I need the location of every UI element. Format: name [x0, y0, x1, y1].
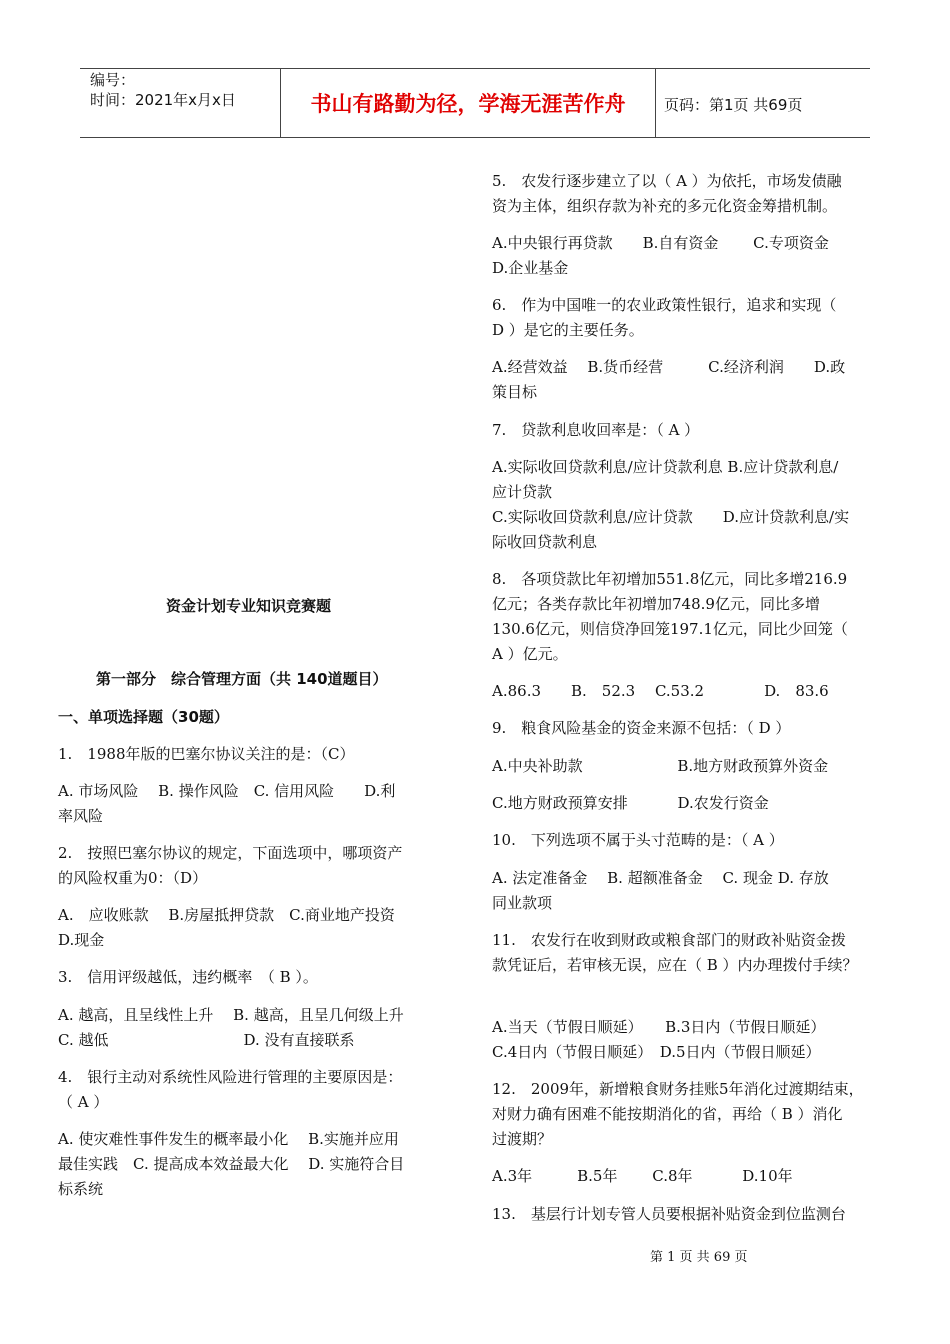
text-line: 应计贷款: [492, 483, 553, 501]
text-line: 6. 作为中国唯一的农业政策性银行，追求和实现（: [492, 296, 837, 314]
text-line: 亿元；各类存款比年初增加748.9亿元，同比多增: [492, 595, 820, 613]
page-info: 页码：第1页 共69页: [664, 96, 803, 114]
part-heading: 第一部分 综合管理方面（共 140道题目）: [96, 670, 388, 688]
text-line: 5. 农发行逐步建立了以（ A ）为依托，市场发债融: [492, 172, 842, 190]
text-line: 的风险权重为0：（D）: [58, 869, 208, 887]
page-footer: 第 1 页 共 69 页: [650, 1250, 748, 1265]
header-table: [80, 68, 870, 138]
text-line: 2. 按照巴塞尔协议的规定，下面选项中，哪项资产: [58, 844, 403, 862]
text-line: 130.6亿元，则信贷净回笼197.1亿元，同比少回笼（: [492, 620, 848, 638]
text-line: A. 法定准备金 B. 超额准备金 C. 现金 D. 存放: [492, 869, 829, 887]
text-line: （ A ）: [58, 1093, 109, 1111]
text-line: A.3年 B.5年 C.8年 D.10年: [492, 1167, 793, 1185]
text-line: A. 越高，且呈线性上升 B. 越高，且呈几何级上升: [58, 1006, 404, 1024]
text-line: 1. 1988年版的巴塞尔协议关注的是：（C）: [58, 745, 355, 763]
text-line: A. 应收账款 B.房屋抵押贷款 C.商业地产投资: [58, 906, 395, 924]
text-line: A.当天（节假日顺延） B.3日内（节假日顺延）: [492, 1018, 826, 1036]
text-line: C.实际收回贷款利息/应计贷款 D.应计贷款利息/实: [492, 508, 850, 526]
text-line: 标系统: [58, 1180, 104, 1198]
text-line: A.86.3 B. 52.3 C.53.2 D. 83.6: [492, 682, 829, 700]
text-line: A. 使灾难性事件发生的概率最小化 B.实施并应用: [58, 1130, 399, 1148]
text-line: 率风险: [58, 807, 104, 825]
text-line: 9. 粮食风险基金的资金来源不包括：（ D ）: [492, 719, 791, 737]
text-line: 最佳实践 C. 提高成本效益最大化 D. 实施符合目: [58, 1155, 405, 1173]
text-line: 3. 信用评级越低，违约概率 （ B ）。: [58, 968, 318, 986]
text-line: A.中央银行再贷款 B.自有资金 C.专项资金: [492, 234, 829, 252]
text-line: 7. 贷款利息收回率是：（ A ）: [492, 421, 700, 439]
text-line: D ）是它的主要任务。: [492, 321, 644, 339]
text-line: D.现金: [58, 931, 105, 949]
text-line: C.4日内（节假日顺延） D.5日内（节假日顺延）: [492, 1043, 821, 1061]
text-line: 款凭证后，若审核无误，应在（ B ）内办理拨付手续？: [492, 956, 858, 974]
text-line: 同业款项: [492, 894, 553, 912]
text-line: C. 越低 D. 没有直接联系: [58, 1031, 355, 1049]
text-line: 12. 2009年，新增粮食财务挂账5年消化过渡期结束，: [492, 1080, 864, 1098]
text-line: 4. 银行主动对系统性风险进行管理的主要原因是：: [58, 1068, 403, 1086]
text-line: D.企业基金: [492, 259, 569, 277]
section-heading: 一、单项选择题（30题）: [58, 708, 229, 726]
text-line: 10. 下列选项不属于头寸范畴的是：（ A ）: [492, 831, 784, 849]
motto: 书山有路勤为径，学海无涯苦作舟: [280, 69, 656, 137]
text-line: 13. 基层行计划专管人员要根据补贴资金到位监测台: [492, 1205, 846, 1223]
text-line: 过渡期？: [492, 1130, 553, 1148]
text-line: 11. 农发行在收到财政或粮食部门的财政补贴资金拨: [492, 931, 846, 949]
text-line: 对财力确有困难不能按期消化的省，再给（ B ）消化: [492, 1105, 843, 1123]
text-line: A.中央补助款 B.地方财政预算外资金: [492, 757, 829, 775]
text-line: 8. 各项贷款比年初增加551.8亿元，同比多增216.9: [492, 570, 848, 588]
document-title: 资金计划专业知识竞赛题: [166, 597, 332, 615]
text-line: C.地方财政预算安排 D.农发行资金: [492, 794, 769, 812]
header-left-cell: [80, 69, 280, 137]
number-label: 编号：: [90, 71, 136, 89]
date-label: 时间：2021年x月x日: [90, 91, 236, 109]
text-line: A. 市场风险 B. 操作风险 C. 信用风险 D.利: [58, 782, 396, 800]
text-line: A.实际收回贷款利息/应计贷款利息 B.应计贷款利息/: [492, 458, 839, 476]
text-line: A ）亿元。: [492, 645, 568, 663]
text-line: 际收回贷款利息: [492, 533, 598, 551]
text-line: A.经营效益 B.货币经营 C.经济利润 D.政: [492, 358, 846, 376]
text-line: 资为主体，组织存款为补充的多元化资金筹措机制。: [492, 197, 838, 215]
text-line: 策目标: [492, 383, 538, 401]
